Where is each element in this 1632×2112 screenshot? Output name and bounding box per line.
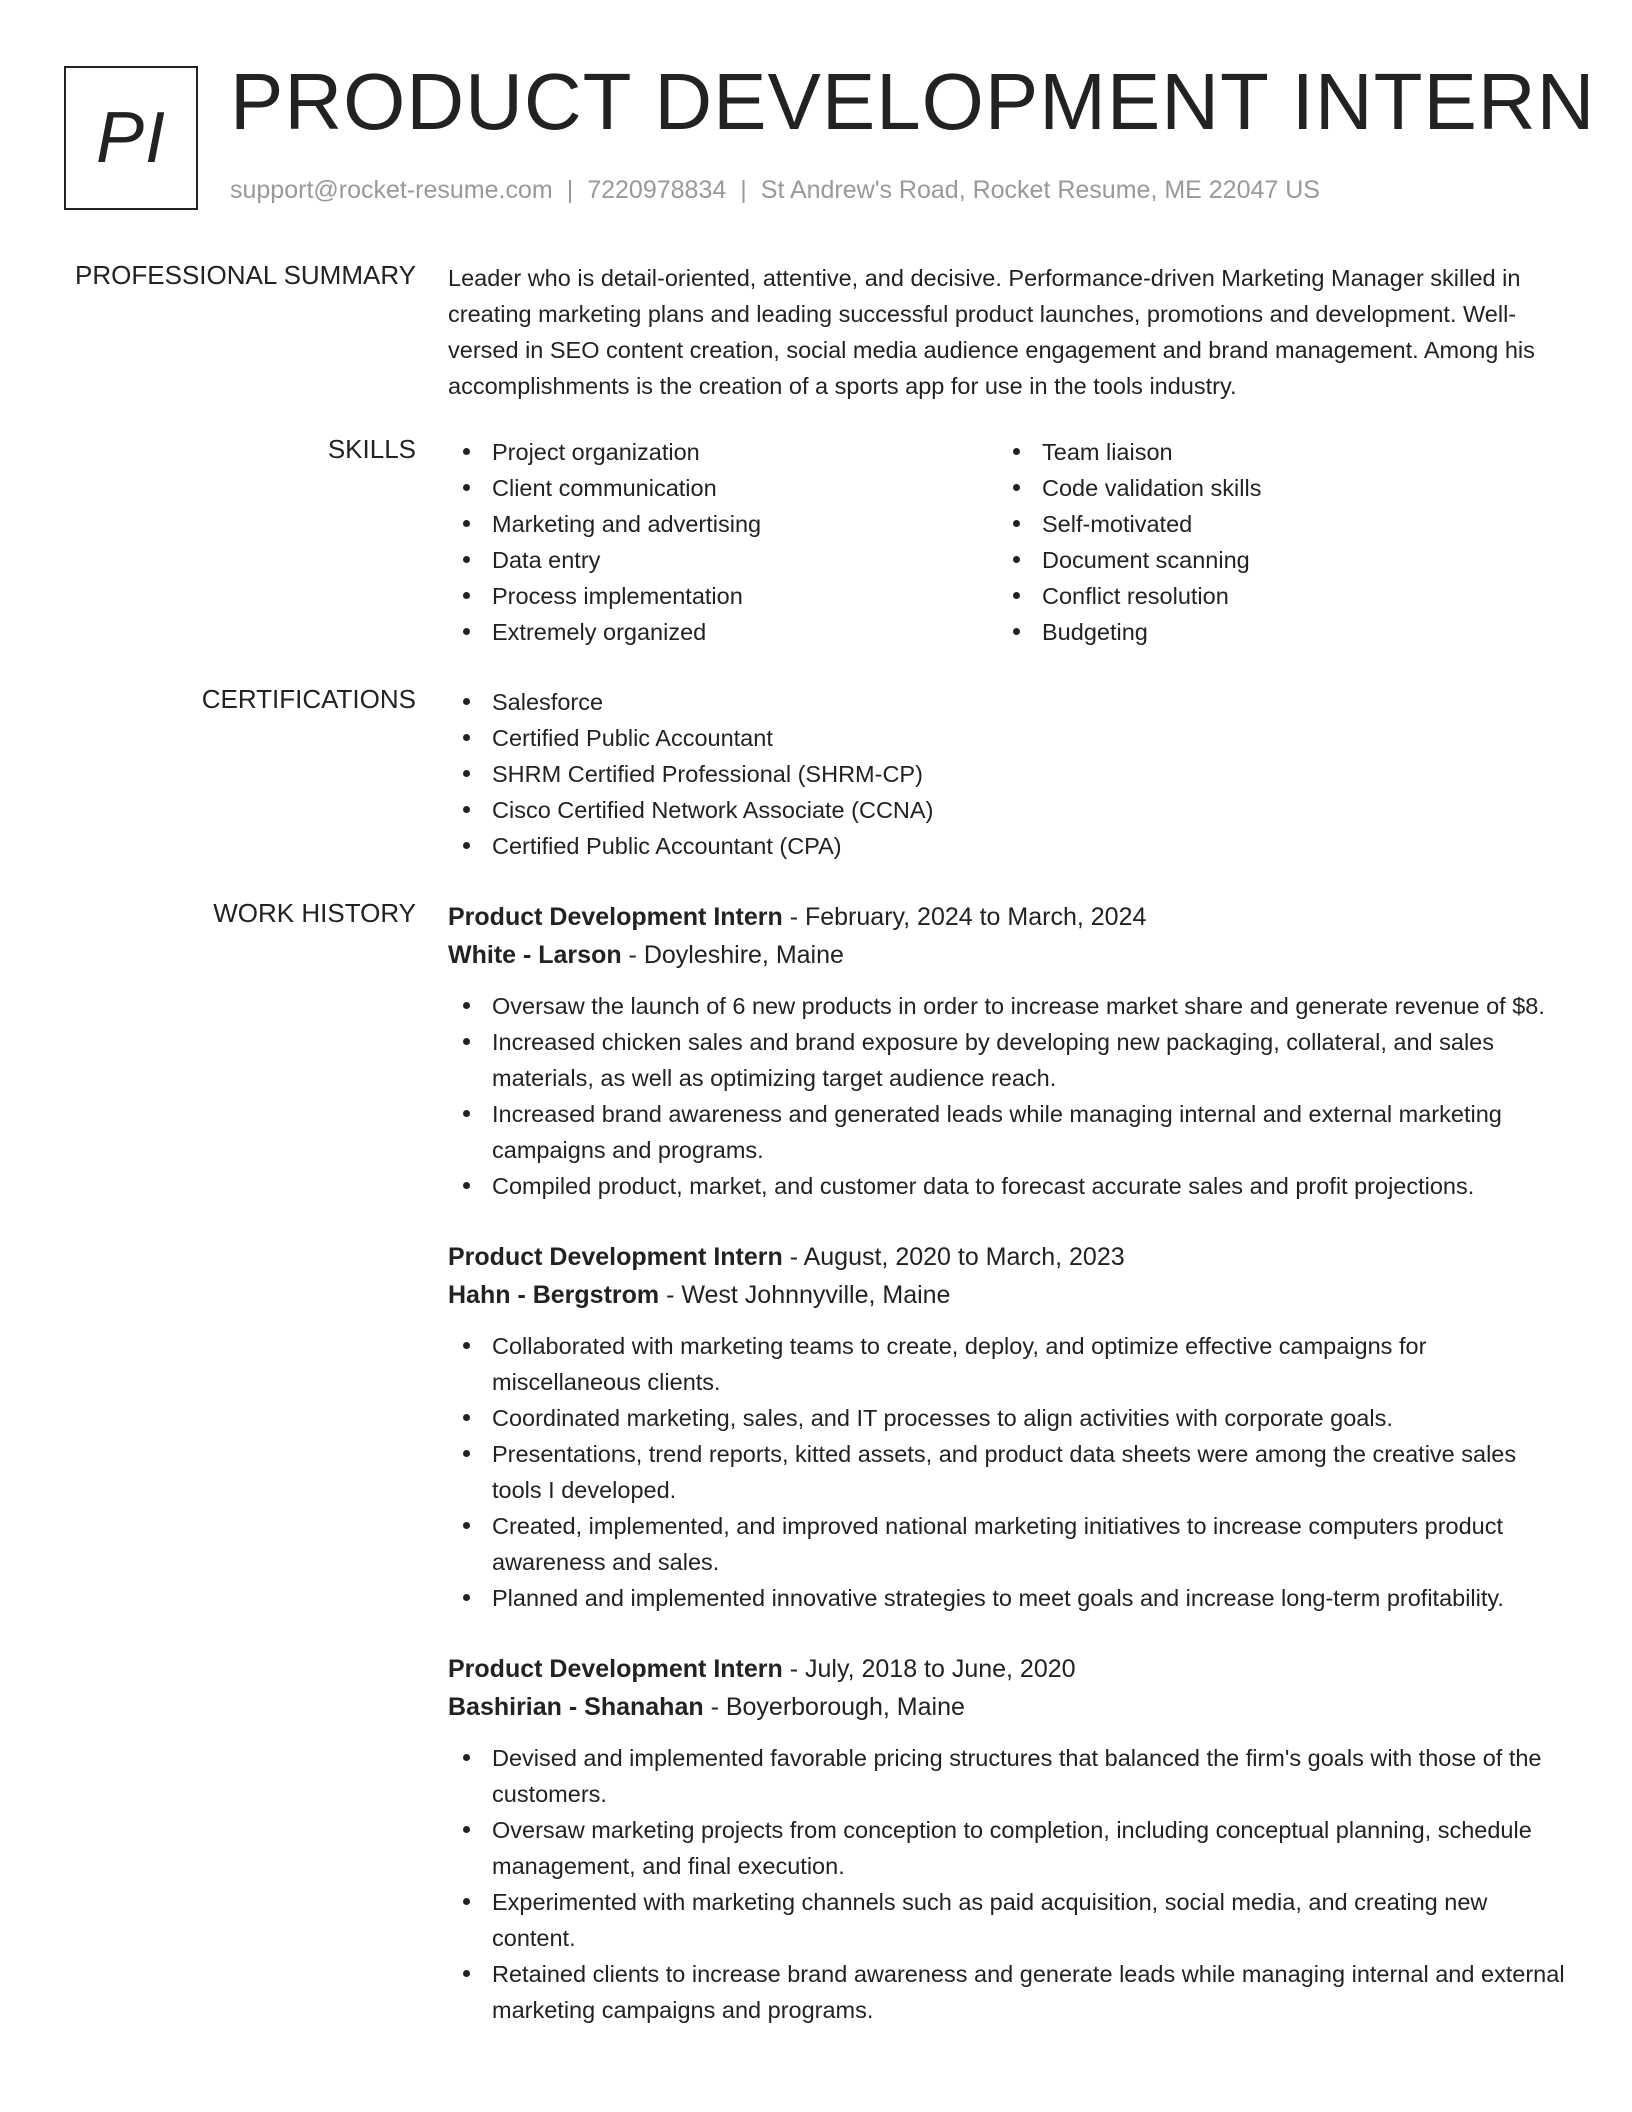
contact-separator: | (740, 176, 747, 204)
job-title: Product Development Intern (448, 1243, 783, 1271)
section-label-certifications: CERTIFICATIONS (201, 684, 416, 714)
contact-address: St Andrew's Road, Rocket Resume, ME 22047 US (760, 176, 1320, 204)
job-bullets (448, 1740, 1568, 2028)
job-location: - Doyleshire, Maine (621, 941, 844, 969)
job-entry (448, 1650, 1568, 2028)
job-bullet: Retained clients to increase brand awareness and generate leads while managing internal and external marketing campaigns and programs. (448, 1956, 1568, 2028)
certification-item: Salesforce (448, 684, 1568, 720)
job-dates: - February, 2024 to March, 2024 (782, 903, 1147, 931)
contact-email: support@rocket-resume.com (230, 176, 553, 204)
job-bullets (448, 1328, 1568, 1616)
certification-item: SHRM Certified Professional (SHRM-CP) (448, 756, 1568, 792)
page-title: PRODUCT DEVELOPMENT INTERN (230, 57, 1596, 146)
monogram-box (64, 66, 198, 210)
work-history-body (448, 898, 1568, 2062)
skills-list-right (998, 434, 1548, 650)
job-location: - West Johnnyville, Maine (659, 1281, 951, 1309)
job-bullet: Increased brand awareness and generated leads while managing internal and external marketing campaigns and programs. (448, 1096, 1568, 1168)
job-company-line (448, 936, 1568, 974)
job-dates: - August, 2020 to March, 2023 (782, 1243, 1125, 1271)
section-label-work-history: WORK HISTORY (213, 898, 416, 928)
job-entry (448, 898, 1568, 1204)
skill-item: Marketing and advertising (448, 506, 998, 542)
job-bullet: Compiled product, market, and customer data to forecast accurate sales and profit projections. (448, 1168, 1568, 1204)
summary-text: Leader who is detail-oriented, attentive, and decisive. Performance-driven Marketing Manager skilled in creating marketing plans and leading successful product launches, promotions and development. Well-versed in SEO content creation, social media audience engagement and brand management. Among his accomplishments is the creation of a sports app for use in the tools industry. (448, 265, 1535, 399)
job-dates: - July, 2018 to June, 2020 (782, 1655, 1076, 1683)
skill-item: Self-motivated (998, 506, 1548, 542)
skill-item: Code validation skills (998, 470, 1548, 506)
job-company-line (448, 1276, 1568, 1314)
job-bullet: Oversaw marketing projects from conception to completion, including conceptual planning, schedule management, and final execution. (448, 1812, 1568, 1884)
certification-item: Cisco Certified Network Associate (CCNA) (448, 792, 1568, 828)
job-title: Product Development Intern (448, 1655, 783, 1683)
skills-list-left (448, 434, 998, 650)
skill-item: Client communication (448, 470, 998, 506)
skill-item: Extremely organized (448, 614, 998, 650)
job-bullets (448, 988, 1568, 1204)
job-title-line (448, 1650, 1568, 1688)
job-bullet: Presentations, trend reports, kitted assets, and product data sheets were among the creative sales tools I developed. (448, 1436, 1568, 1508)
certification-item: Certified Public Accountant (448, 720, 1568, 756)
job-title-line (448, 1238, 1568, 1276)
skill-item: Project organization (448, 434, 998, 470)
skills-columns (448, 434, 1568, 650)
job-location: - Boyerborough, Maine (703, 1693, 965, 1721)
skill-item: Team liaison (998, 434, 1548, 470)
contact-phone: 7220978834 (587, 176, 727, 204)
skill-item: Process implementation (448, 578, 998, 614)
job-title: Product Development Intern (448, 903, 783, 931)
job-bullet: Devised and implemented favorable pricing structures that balanced the firm's goals with those of the customers. (448, 1740, 1568, 1812)
skill-item: Budgeting (998, 614, 1548, 650)
job-bullet: Planned and implemented innovative strategies to meet goals and increase long-term profitability. (448, 1580, 1568, 1616)
job-bullet: Collaborated with marketing teams to create, deploy, and optimize effective campaigns for miscellaneous clients. (448, 1328, 1568, 1400)
job-bullet: Oversaw the launch of 6 new products in order to increase market share and generate revenue of $8. (448, 988, 1568, 1024)
job-company: Bashirian - Shanahan (448, 1693, 704, 1721)
skill-item: Document scanning (998, 542, 1548, 578)
skill-item: Conflict resolution (998, 578, 1548, 614)
job-bullet: Created, implemented, and improved national marketing initiatives to increase computers product awareness and sales. (448, 1508, 1568, 1580)
contact-separator: | (566, 176, 574, 204)
monogram-initials: PI (95, 98, 167, 178)
job-bullet: Experimented with marketing channels such as paid acquisition, social media, and creating new content. (448, 1884, 1568, 1956)
job-company: White - Larson (448, 941, 622, 969)
certification-item: Certified Public Accountant (CPA) (448, 828, 1568, 864)
section-label-summary: PROFESSIONAL SUMMARY (75, 260, 416, 290)
job-company-line (448, 1688, 1568, 1726)
section-label-skills: SKILLS (327, 434, 416, 464)
certifications-body (448, 684, 1568, 864)
job-title-line (448, 898, 1568, 936)
job-company: Hahn - Bergstrom (448, 1281, 660, 1309)
job-bullet: Coordinated marketing, sales, and IT processes to align activities with corporate goals. (448, 1400, 1568, 1436)
job-entry (448, 1238, 1568, 1616)
job-bullet: Increased chicken sales and brand exposure by developing new packaging, collateral, and sales materials, as well as optimizing target audience reach. (448, 1024, 1568, 1096)
certifications-list (448, 684, 1568, 864)
contact-line (230, 176, 1320, 205)
skill-item: Data entry (448, 542, 998, 578)
